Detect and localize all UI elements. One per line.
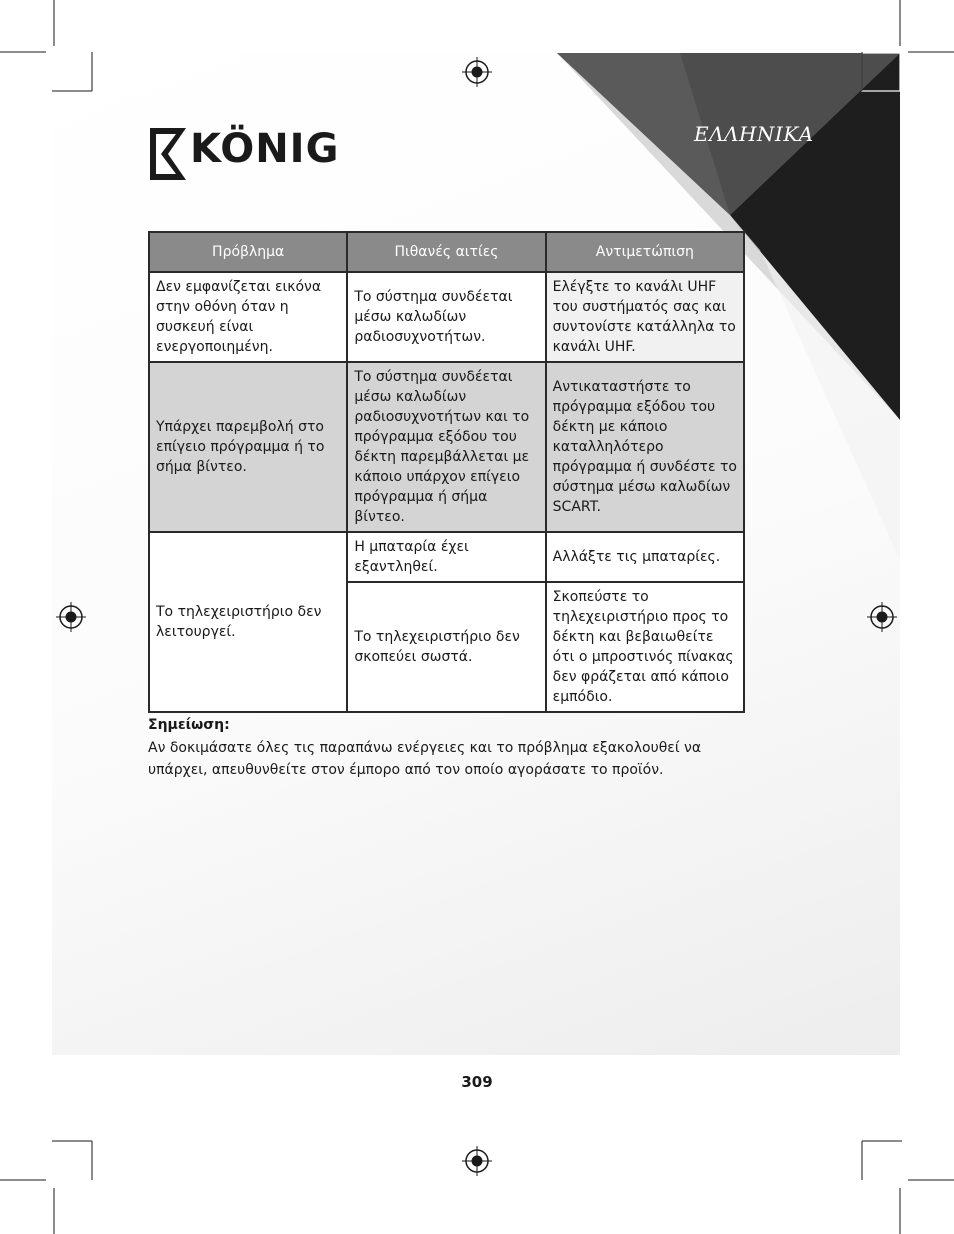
table-row	[149, 272, 744, 362]
registration-mark-bottom	[462, 1146, 492, 1176]
registration-mark-right	[867, 602, 897, 632]
cell-cause: Το σύστημα συνδέεται μέσω καλωδίων ραδιοσυχνοτήτων και το πρόγραμμα εξόδου του δέκτη παρεμβάλλεται με κάποιο υπάρχον επίγειο πρόγραμμα ή σήμα βίντεο.	[347, 362, 545, 532]
cell-solution: Αντικαταστήστε το πρόγραμμα εξόδου του δέκτη με κάποιο καταλληλότερο πρόγραμμα ή συνδέστε το σύστημα μέσω καλωδίων SCART.	[546, 362, 744, 532]
header-causes: Πιθανές αιτίες	[347, 232, 545, 272]
brand-logo-text: KÖNIG	[190, 126, 340, 172]
page-number: 309	[461, 1073, 493, 1091]
table-row	[149, 532, 744, 582]
registration-mark-top	[462, 57, 492, 87]
cell-solution: Αλλάξτε τις μπαταρίες.	[546, 532, 744, 582]
cell-cause: Το τηλεχειριστήριο δεν σκοπεύει σωστά.	[347, 582, 545, 712]
troubleshooting-table	[148, 231, 745, 713]
cell-problem: Υπάρχει παρεμβολή στο επίγειο πρόγραμμα ή το σήμα βίντεο.	[149, 362, 347, 532]
table-row	[149, 362, 744, 532]
registration-mark-left	[56, 602, 86, 632]
konig-logo-mark	[150, 128, 186, 180]
cell-solution: Ελέγξτε το κανάλι UHF του συστήματός σας και συντονίστε κατάλληλα το κανάλι UHF.	[546, 272, 744, 362]
language-label: ΕΛΛΗΝΙΚΑ	[694, 122, 814, 146]
cell-problem: Το τηλεχειριστήριο δεν λειτουργεί.	[149, 532, 347, 712]
cell-cause: Το σύστημα συνδέεται μέσω καλωδίων ραδιοσυχνοτήτων.	[347, 272, 545, 362]
note-text: Αν δοκιμάσατε όλες τις παραπάνω ενέργειες και το πρόβλημα εξακολουθεί να υπάρχει, απευθυνθείτε στον έμπορο από τον οποίο αγοράσατε το προϊόν.	[148, 740, 702, 778]
header-problem: Πρόβλημα	[149, 232, 347, 272]
header-solution: Αντιμετώπιση	[546, 232, 744, 272]
cell-solution: Σκοπεύστε το τηλεχειριστήριο προς το δέκτη και βεβαιωθείτε ότι ο μπροστινός πίνακας δεν φράζεται από κάποιο εμπόδιο.	[546, 582, 744, 712]
note-title: Σημείωση:	[148, 717, 230, 733]
cell-problem: Δεν εμφανίζεται εικόνα στην οθόνη όταν η συσκευή είναι ενεργοποιημένη.	[149, 272, 347, 362]
cell-cause: Η μπαταρία έχει εξαντληθεί.	[347, 532, 545, 582]
table-header-row	[149, 232, 744, 272]
